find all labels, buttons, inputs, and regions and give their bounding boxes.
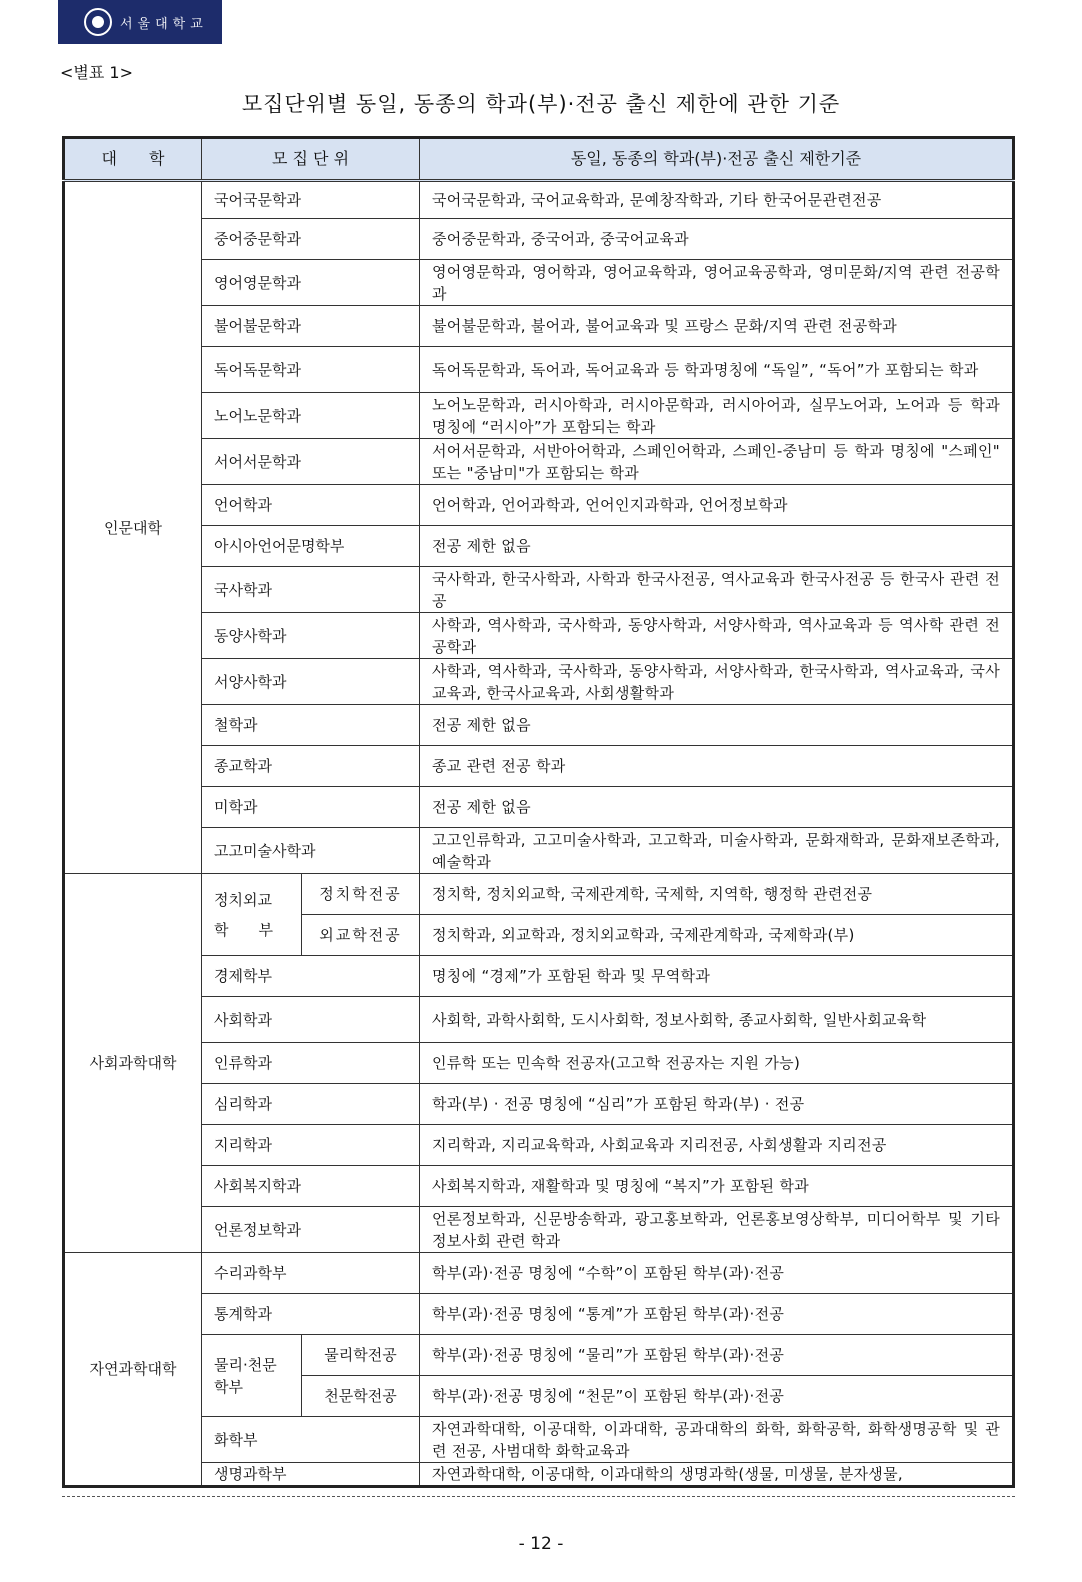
- table-row: [64, 347, 1014, 393]
- table-row: [64, 659, 1014, 705]
- college-natural: 자연과학대학: [64, 1253, 202, 1487]
- criteria-cell: 독어독문학과, 독어과, 독어교육과 등 학과명칭에 “독일”, “독어”가 포함되는 학과: [420, 347, 1014, 393]
- table-header-row: [64, 138, 1014, 181]
- table-row: [64, 1166, 1014, 1207]
- criteria-cell: 정치학, 정치외교학, 국제관계학, 국제학, 지역학, 행정학 관련전공: [420, 874, 1014, 915]
- unit-cell: 수리과학부: [202, 1253, 420, 1294]
- table-row: [64, 526, 1014, 567]
- criteria-cell: 서어서문학과, 서반아어학과, 스페인어학과, 스페인-중남미 등 학과 명칭에 "스페인" 또는 "중남미"가 포함되는 학과: [420, 439, 1014, 485]
- criteria-cell: 정치학과, 외교학과, 정치외교학과, 국제관계학과, 국제학과(부): [420, 915, 1014, 956]
- unit-cell: 언어학과: [202, 485, 420, 526]
- sub-unit-cell: 정치학전공: [302, 874, 420, 915]
- criteria-cell: 학부(과)·전공 명칭에 “물리”가 포함된 학부(과)·전공: [420, 1335, 1014, 1376]
- criteria-cell: 명칭에 “경제”가 포함된 학과 및 무역학과: [420, 956, 1014, 997]
- header-criteria: 동일, 동종의 학과(부)·전공 출신 제한기준: [420, 138, 1014, 181]
- table-row: [64, 1253, 1014, 1294]
- unit-cell: 인류학과: [202, 1043, 420, 1084]
- criteria-cell: 중어중문학과, 중국어과, 중국어교육과: [420, 219, 1014, 260]
- table-row: [64, 705, 1014, 746]
- logo-text: 서울대학교: [120, 16, 208, 32]
- table-row: [64, 1335, 1014, 1376]
- unit-cell: 동양사학과: [202, 613, 420, 659]
- criteria-cell: 불어불문학과, 불어과, 불어교육과 및 프랑스 문화/지역 관련 전공학과: [420, 306, 1014, 347]
- table-row: [64, 997, 1014, 1043]
- table-row: [64, 181, 1014, 219]
- unit-cell: 언론정보학과: [202, 1207, 420, 1253]
- criteria-cell: 자연과학대학, 이공대학, 이과대학의 생명과학(생물, 미생물, 분자생물,: [420, 1463, 1014, 1487]
- unit-cell: 미학과: [202, 787, 420, 828]
- unit-cell: 종교학과: [202, 746, 420, 787]
- criteria-cell: 전공 제한 없음: [420, 705, 1014, 746]
- criteria-cell: 국어국문학과, 국어교육학과, 문예창작학과, 기타 한국어문관련전공: [420, 181, 1014, 219]
- criteria-cell: 사학과, 역사학과, 국사학과, 동양사학과, 서양사학과, 역사교육과 등 역사학 관련 전공학과: [420, 613, 1014, 659]
- table-row: [64, 306, 1014, 347]
- criteria-cell: 국사학과, 한국사학과, 사학과 한국사전공, 역사교육과 한국사전공 등 한국사 관련 전공: [420, 567, 1014, 613]
- criteria-cell: 영어영문학과, 영어학과, 영어교육학과, 영어교육공학과, 영미문화/지역 관련 전공학과: [420, 260, 1014, 306]
- criteria-cell: 사학과, 역사학과, 국사학과, 동양사학과, 서양사학과, 한국사학과, 역사교육과, 국사교육과, 한국사교육과, 사회생활학과: [420, 659, 1014, 705]
- unit-group-politics-line: 정치외교: [214, 890, 272, 909]
- unit-cell: 아시아언어문명학부: [202, 526, 420, 567]
- document-title: 모집단위별 동일, 동종의 학과(부)·전공 출신 제한에 관한 기준: [241, 92, 841, 116]
- unit-cell: 사회복지학과: [202, 1166, 420, 1207]
- unit-group-politics: [202, 874, 302, 956]
- criteria-cell: 고고인류학과, 고고미술사학과, 고고학과, 미술사학과, 문화재학과, 문화재보존학과, 예술학과: [420, 828, 1014, 874]
- criteria-cell: 노어노문학과, 러시아학과, 러시아문학과, 러시아어과, 실무노어과, 노어과 등 학과 명칭에 “러시아”가 포함되는 학과: [420, 393, 1014, 439]
- unit-cell: 사회학과: [202, 997, 420, 1043]
- unit-cell: 철학과: [202, 705, 420, 746]
- unit-cell: 국사학과: [202, 567, 420, 613]
- unit-cell: 서어서문학과: [202, 439, 420, 485]
- criteria-table: [62, 136, 1015, 1488]
- criteria-cell: 자연과학대학, 이공대학, 이과대학, 공과대학의 화학, 화학공학, 화학생명공학 및 관련 전공, 사범대학 화학교육과: [420, 1417, 1014, 1463]
- unit-cell: 통계학과: [202, 1294, 420, 1335]
- unit-group-physics: 물리·천문학부: [202, 1335, 302, 1417]
- criteria-cell: 언론정보학과, 신문방송학과, 광고홍보학과, 언론홍보영상학부, 미디어학부 및 기타 정보사회 관련 학과: [420, 1207, 1014, 1253]
- table-row: [64, 567, 1014, 613]
- university-logo: [58, 0, 222, 44]
- sub-unit-cell: 물리학전공: [302, 1335, 420, 1376]
- unit-cell: 심리학과: [202, 1084, 420, 1125]
- page-cut-line: [62, 1496, 1015, 1497]
- criteria-cell: 학부(과)·전공 명칭에 “통계”가 포함된 학부(과)·전공: [420, 1294, 1014, 1335]
- unit-cell: 서양사학과: [202, 659, 420, 705]
- table-row: [64, 1417, 1014, 1463]
- sub-unit-cell: 외교학전공: [302, 915, 420, 956]
- appendix-label: <별표 1>: [60, 63, 133, 82]
- unit-cell: 지리학과: [202, 1125, 420, 1166]
- table-row: [64, 746, 1014, 787]
- criteria-cell: 전공 제한 없음: [420, 787, 1014, 828]
- table-row: [64, 1207, 1014, 1253]
- table-row: [64, 956, 1014, 997]
- table-row: [64, 260, 1014, 306]
- unit-cell: 고고미술사학과: [202, 828, 420, 874]
- unit-cell: 독어독문학과: [202, 347, 420, 393]
- criteria-cell: 인류학 또는 민속학 전공자(고고학 전공자는 지원 가능): [420, 1043, 1014, 1084]
- table-row: [64, 874, 1014, 915]
- table-row: [64, 439, 1014, 485]
- unit-cell: 화학부: [202, 1417, 420, 1463]
- unit-cell: 중어중문학과: [202, 219, 420, 260]
- unit-cell: 국어국문학과: [202, 181, 420, 219]
- table-row: [64, 1463, 1014, 1487]
- criteria-cell: 전공 제한 없음: [420, 526, 1014, 567]
- table-row: [64, 828, 1014, 874]
- unit-cell: 생명과학부: [202, 1463, 420, 1487]
- table-row: [64, 787, 1014, 828]
- table-row: [64, 1084, 1014, 1125]
- college-social: 사회과학대학: [64, 874, 202, 1253]
- criteria-cell: 언어학과, 언어과학과, 언어인지과학과, 언어정보학과: [420, 485, 1014, 526]
- sub-unit-cell: 천문학전공: [302, 1376, 420, 1417]
- table-row: [64, 219, 1014, 260]
- table-row: [64, 393, 1014, 439]
- table-row: [64, 1125, 1014, 1166]
- table-row: [64, 1043, 1014, 1084]
- criteria-cell: 학과(부) · 전공 명칭에 “심리”가 포함된 학과(부) · 전공: [420, 1084, 1014, 1125]
- unit-cell: 영어영문학과: [202, 260, 420, 306]
- unit-cell: 불어불문학과: [202, 306, 420, 347]
- criteria-cell: 지리학과, 지리교육학과, 사회교육과 지리전공, 사회생활과 지리전공: [420, 1125, 1014, 1166]
- table-row: [64, 485, 1014, 526]
- emblem-icon: [84, 8, 112, 36]
- unit-group-politics-line: 학 부: [214, 920, 273, 939]
- college-humanities: 인문대학: [64, 181, 202, 874]
- header-college: 대 학: [64, 138, 202, 181]
- page-number: - 12 -: [518, 1534, 564, 1554]
- criteria-cell: 학부(과)·전공 명칭에 “수학”이 포함된 학부(과)·전공: [420, 1253, 1014, 1294]
- criteria-cell: 학부(과)·전공 명칭에 “천문”이 포함된 학부(과)·전공: [420, 1376, 1014, 1417]
- unit-cell: 노어노문학과: [202, 393, 420, 439]
- unit-cell: 경제학부: [202, 956, 420, 997]
- criteria-cell: 종교 관련 전공 학과: [420, 746, 1014, 787]
- table-row: [64, 1294, 1014, 1335]
- criteria-cell: 사회복지학과, 재활학과 및 명칭에 “복지”가 포함된 학과: [420, 1166, 1014, 1207]
- table-row: [64, 613, 1014, 659]
- criteria-cell: 사회학, 과학사회학, 도시사회학, 정보사회학, 종교사회학, 일반사회교육학: [420, 997, 1014, 1043]
- header-unit: 모 집 단 위: [202, 138, 420, 181]
